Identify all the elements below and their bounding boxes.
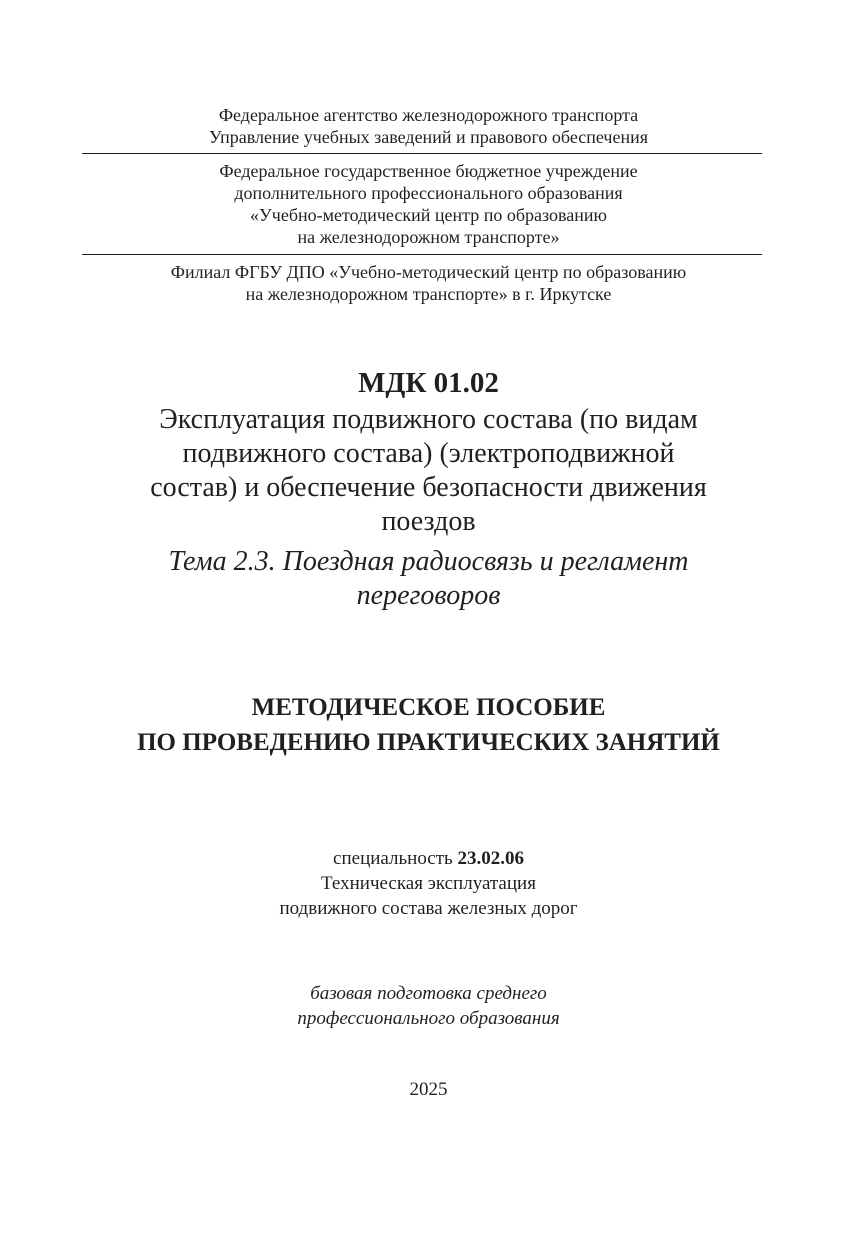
education-level-line: профессионального образования [297,1008,560,1029]
branch-line: на железнодорожном транспорте» в г. Иркутске [245,284,612,304]
institution-block [0,160,857,248]
course-title [0,403,857,539]
document-kind [0,690,857,760]
document-kind-line: ПО ПРОВЕДЕНИЮ ПРАКТИЧЕСКИХ ЗАНЯТИЙ [137,729,720,756]
specialty-name-line: подвижного состава железных дорог [279,898,578,919]
agency-line: Управление учебных заведений и правового обеспечения [208,127,649,147]
course-title-line: поездов [381,506,476,537]
specialty-name-line: Техническая эксплуатация [321,873,536,894]
institution-line: дополнительного профессионального образования [234,183,623,203]
institution-line: на железнодорожном транспорте» [297,227,560,247]
agency-line: Федеральное агентство железнодорожного транспорта [218,105,639,125]
course-title-line: состав) и обеспечение безопасности движения [150,472,707,503]
topic-line: Тема 2.3. Поездная радиосвязь и регламент [168,546,689,577]
education-level [0,981,857,1031]
header-divider [82,153,762,154]
header-divider [82,254,762,255]
agency-block [0,104,857,148]
branch-block [0,261,857,305]
course-code: МДК 01.02 [358,367,499,399]
specialty-line [0,846,857,871]
course-title-line: Эксплуатация подвижного состава (по видам [159,404,698,435]
specialty-code: 23.02.06 [457,848,524,869]
publication-year: 2025 [409,1079,448,1100]
specialty-block [0,846,857,921]
specialty-label: специальность [333,848,458,869]
education-level-line: базовая подготовка среднего [310,983,547,1004]
document-kind-line: МЕТОДИЧЕСКОЕ ПОСОБИЕ [251,694,606,721]
branch-line: Филиал ФГБУ ДПО «Учебно-методический центр по образованию [170,262,687,282]
institution-line: «Учебно-методический центр по образованию [250,205,607,225]
topic-line: переговоров [356,580,501,611]
topic-title [0,545,857,613]
course-title-line: подвижного состава) (электроподвижной [182,438,675,469]
institution-line: Федеральное государственное бюджетное учреждение [219,161,638,181]
